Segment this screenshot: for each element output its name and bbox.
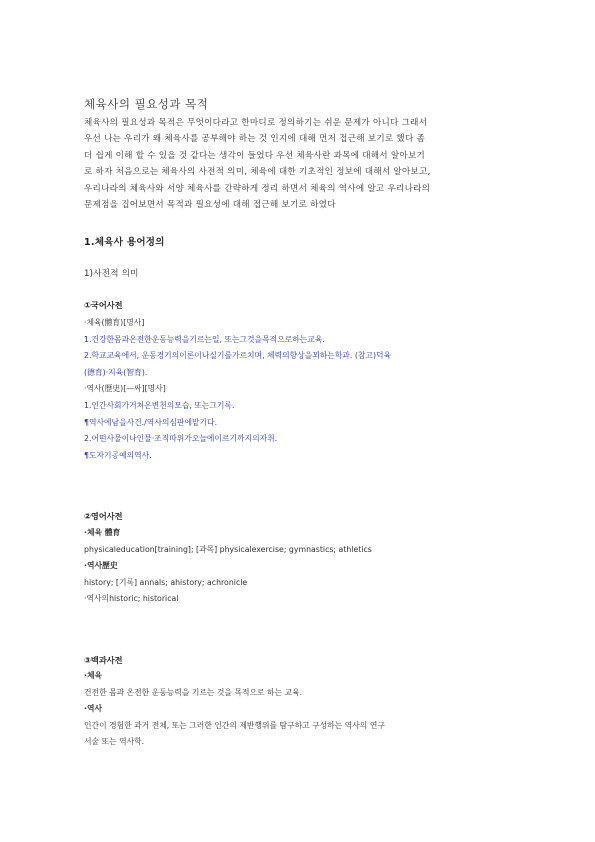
encyclopedia-entry-term: ·체육	[84, 671, 103, 680]
dictionary-entry-term: ·체육 體育	[84, 528, 121, 537]
dictionary-definition: history; [기록] annals; ahistory; achronicle	[84, 577, 248, 587]
intro-line: 더 쉽게 이해 할 수 있을 것 같다는 생각이 들었다 우선 체육사란 과목에 대해서 알아보기	[84, 150, 426, 161]
english-dictionary-heading: ②영어사전	[84, 511, 123, 521]
intro-line: 우선 나는 우리가 왜 체육사를 공부해야 하는 것 인지에 대해 먼저 접근해 보기로 했다 좀	[84, 134, 426, 145]
dictionary-entry-term: ·체육(體育)[명사]	[84, 318, 145, 327]
dictionary-definition: 2.학교교육에서, 운동경기의이론이나실기를가르치며, 체력의향상을꾀하는학과. (참고)덕육	[84, 351, 392, 361]
intro-line: 로 하자 처음으로는 체육사의 사전적 의미, 체육에 대한 기초적인 정보에 대해서 알아보고,	[84, 167, 431, 178]
english-dictionary-entries	[84, 525, 514, 608]
encyclopedia-definition: 인간이 경험한 과거 전체, 또는 그러한 인간의 제반행위를 탐구하고 구성하는 역사의 연구	[84, 720, 385, 730]
intro-line: 우리나라의 체육사와 서양 체육사를 간략하게 정리 하면서 체육의 역사에 알고 우리나라의	[84, 183, 431, 194]
dictionary-example: ¶역사에남을사건./역사의심판에맡기다.	[84, 417, 218, 427]
encyclopedia-definition: 건전한 몸과 온전한 운동능력을 기르는 것을 목적으로 하는 교육.	[84, 687, 303, 697]
dictionary-entry-term: ·역사歷史	[84, 561, 118, 571]
korean-dictionary-heading: ①국어사전	[84, 300, 123, 310]
dictionary-definition: 1.인간사회가거쳐온변천의모습, 또는그기록.	[84, 400, 235, 410]
dictionary-definition: physicaleducation[training]; [과목] physicalexercise; gymnastics; athletics	[84, 544, 372, 554]
dictionary-definition: 1.건강한몸과온전한운동능력을기르는일, 또는그것을목적으로하는교육.	[84, 334, 325, 344]
dictionary-definition: (德育)·지육(智育).	[84, 367, 148, 377]
subsection-heading: 1)사전적 의미	[84, 269, 139, 279]
dictionary-example: ¶도자기공예의역사.	[84, 450, 152, 460]
korean-dictionary-entries	[84, 315, 514, 464]
encyclopedia-entries	[84, 668, 514, 751]
section-heading: 1.체육사 용어정의	[84, 237, 165, 248]
page-title: 체육사의 필요성과 목적	[84, 97, 209, 111]
intro-line: 체육사의 필요성과 목적은 무엇이다라고 한마디로 정의하기는 쉬운 문제가 아니다 그래서	[84, 118, 428, 128]
encyclopedia-heading: ③백과사전	[84, 655, 123, 665]
encyclopedia-definition: 서술 또는 역사학.	[84, 737, 145, 747]
intro-paragraph	[84, 115, 514, 213]
intro-line: 문제점을 집어보면서 목적과 필요성에 대해 접근해 보기로 하였다	[84, 200, 336, 211]
encyclopedia-entry-term: ·역사	[84, 704, 103, 714]
dictionary-definition: ·역사의historic; historical	[84, 594, 179, 604]
dictionary-entry-term: ·역사(歷史)[—싸][명사]	[84, 384, 166, 394]
dictionary-definition: 2.어떤사물이나인물·조직따위가오늘에이르기까지의자취.	[84, 434, 278, 444]
